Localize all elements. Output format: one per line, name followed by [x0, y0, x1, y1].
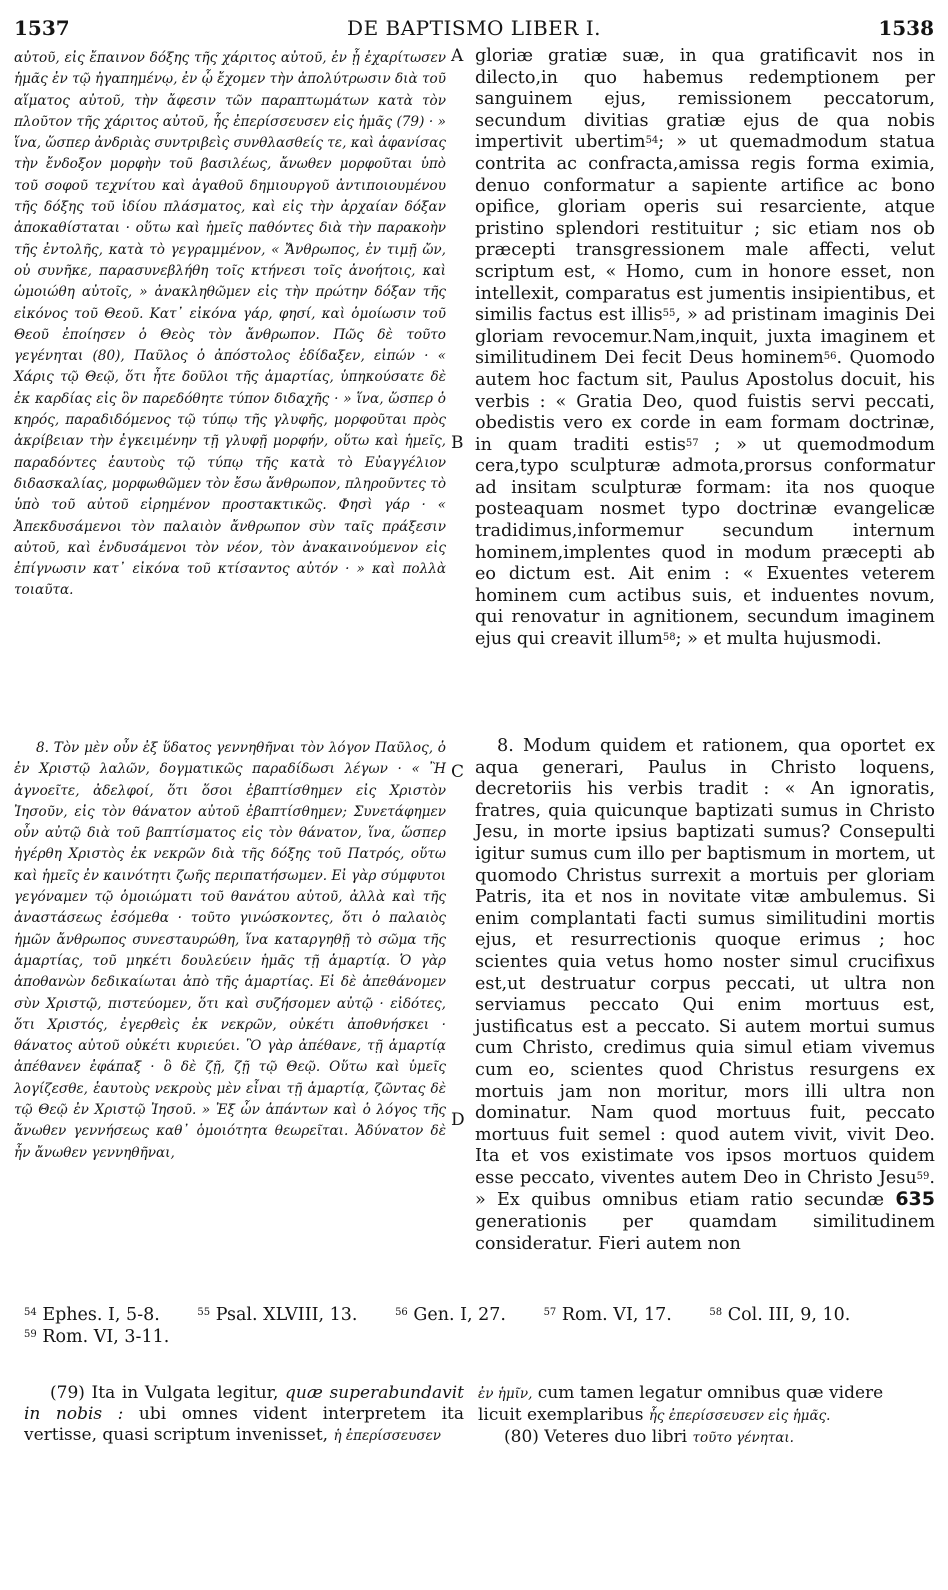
footnote-number: 56	[395, 1307, 408, 1318]
footnote-58	[709, 1304, 850, 1326]
footnote-59	[24, 1326, 169, 1348]
margin-marker-d: D	[451, 1110, 465, 1130]
footnote-ref: 55	[662, 308, 676, 320]
latin-text: . » Ex quibus omnibus etiam ratio secundæ	[475, 1167, 935, 1211]
editor-note-79	[24, 1383, 464, 1447]
latin-text: 8. Modum quidem et rationem, qua oportet ex aqua generari, Paulus in Christo loquens, decretoriis his verbis tradit : « An ignoratis, fratres, quia quicunque baptizati sumus in Christo Jesu, in morte ipsius baptizati sumus? Consepulti igitur sumus cum illo per baptismum in mortem, ut quomodo Christus surrexit a mortuis per gloriam Patris, ita et nos in novitate vitæ ambulemus. Si enim complantati facti sumus similitudini mortis ejus, et resurrectionis quoque erimus ; hoc scientes quia vetus homo noster simul crucifixus est,ut destruatur corpus peccati, ut ultra non serviamus peccato Qui enim mortuus est, justificatus est a peccato. Si autem mortui sumus cum Christo, credimus quia simul etiam vivemus cum eo, scientes quod Christus resurgens ex mortuis jam non moritur, mors illi ultra non dominatur. Nam quod mortuus fuit, peccato mortuus fuit semel : quod autem vivit, vivit Deo. Ita et vos existimate vos ipsos mortuos quidem esse peccato, viventes autem Deo in Christo Jesu	[475, 736, 935, 1188]
latin-column-section-1	[475, 46, 935, 651]
note-text: (80) Veteres duo libri	[504, 1427, 693, 1447]
latin-column-section-2	[475, 736, 935, 1255]
margin-marker-c: C	[451, 762, 465, 782]
latin-text: , » ad pristinam imaginis Dei gloriam revocemur.Nam,inquit, juxta imaginem et similitudinem Dei fecit Deus hominem	[475, 305, 936, 369]
footnote-number: 54	[24, 1307, 37, 1318]
footnote-text: Psal. XLVIII, 13.	[215, 1305, 358, 1325]
editor-note-79-continued	[478, 1383, 908, 1449]
latin-text: ; » ut quemodmodum cera,typo sculpturæ admota,prorsus conformatur ad insitam sculpturæ formam: ita nos quoque posteaquam nosmet typo doctrinæ evangelicæ tradidimus,informemur secundum internum hominem,implentes quod in modum præcepti ab eo dictum est. Ait enim : « Exuentes veterem hominem cum actibus suis, et induentes novum, qui renovatur in agnitionem, secundum imaginem ejus qui creavit illum	[475, 434, 935, 650]
greek-column-section-1	[14, 48, 446, 602]
page-number-right: 1538	[878, 16, 934, 40]
note-paragraph	[478, 1383, 908, 1427]
footnote-ref: 58	[662, 632, 676, 644]
latin-paragraph-2	[475, 736, 935, 1255]
note-text: cum tamen legatur omnibus quæ videre licuit exemplaribus	[478, 1383, 884, 1425]
footnote-54	[24, 1304, 160, 1326]
footnote-56	[395, 1304, 506, 1326]
note-greek: ἧς ἐπερίσσευσεν εἰς ἡμᾶς.	[648, 1408, 831, 1424]
scripture-footnotes	[24, 1304, 934, 1348]
column-number: 635	[895, 1188, 935, 1211]
footnote-ref: 56	[823, 351, 837, 363]
footnote-ref: 59	[916, 1170, 930, 1182]
footnote-57	[544, 1304, 672, 1326]
margin-marker-a: A	[451, 46, 464, 66]
footnote-text: Ephes. I, 5-8.	[42, 1305, 160, 1325]
footnote-text: Rom. VI, 3-11.	[42, 1327, 170, 1347]
latin-text: ; » et multa hujusmodi.	[675, 629, 882, 650]
margin-marker-b: B	[451, 433, 464, 453]
note-text: (79) Ita in Vulgata legitur,	[50, 1383, 285, 1403]
note-text: ubi omnes vident interpretem ita vertisse, quasi scriptum invenisset,	[24, 1404, 465, 1445]
page-header	[0, 14, 948, 44]
footnote-number: 58	[709, 1307, 723, 1318]
latin-text: generationis per quamdam similitudinem consideratur. Fieri autem non	[475, 1212, 935, 1254]
latin-text: ; » ut quemadmodum statua contrita ac confracta,amissa regis forma eximia, denuo conformatur a sapiente artifice ac bono opifice, gloriam operis sui resarciente, atque pristino splendori restituitur ; sic etiam nos ob præcepti transgressionem male affecti, velut scriptum est, « Homo, cum in honore esset, non intellexit, comparatus est jumentis insipientibus, et similis factus est illis	[475, 132, 935, 326]
note-greek: τοῦτο γένηται.	[692, 1430, 794, 1446]
editor-note-80	[478, 1427, 908, 1449]
note-paragraph	[24, 1383, 464, 1447]
footnote-ref: 57	[685, 437, 699, 449]
footnote-number: 55	[197, 1307, 211, 1318]
footnote-number: 57	[543, 1307, 557, 1318]
footnote-text: Gen. I, 27.	[413, 1305, 506, 1325]
note-greek: ἐν ἡμῖν,	[478, 1386, 533, 1402]
latin-text: . Quomodo autem hoc factum sit, Paulus Apostolus docuit, his verbis : « Gratia Deo, quod fuistis servi peccati, obedistis vero ex corde in eam formam doctrinæ, in quam traditi estis	[475, 348, 935, 455]
footnote-ref: 54	[645, 135, 659, 147]
footnote-55	[197, 1304, 357, 1326]
footnote-text: Col. III, 9, 10.	[727, 1305, 851, 1325]
greek-paragraph-2: 8. Τὸν μὲν οὖν ἐξ ὕδατος γεννηθῆναι τὸν λόγον Παῦλος, ὁ ἐν Χριστῷ λαλῶν, δογματικῶς παραδίδωσι λέγων · « Ἢ ἀγνοεῖτε, ἀδελφοί, ὅτι ὅσοι ἐβαπτίσθημεν εἰς Χριστὸν Ἰησοῦν, εἰς τὸν θάνατον αὐτοῦ ἐβαπτίσθημεν; Συνετάφημεν οὖν αὐτῷ διὰ τοῦ βαπτίσματος εἰς τὸν θάνατον, ἵνα, ὥσπερ ἠγέρθη Χριστὸς ἐκ νεκρῶν διὰ τῆς δόξης τοῦ Πατρός, οὕτω καὶ ἡμεῖς ἐν καινότητι ζωῆς περιπατήσωμεν. Εἰ γὰρ σύμφυτοι γεγόναμεν τῷ ὁμοιώματι τοῦ θανάτου αὐτοῦ, ἀλλὰ καὶ τῆς ἀναστάσεως ἐσόμεθα · τοῦτο γινώσκοντες, ὅτι ὁ παλαιὸς ἡμῶν ἄνθρωπος συνεσταυρώθη, ἵνα καταργηθῇ τὸ σῶμα τῆς ἁμαρτίας, τοῦ μηκέτι δουλεύειν ἡμᾶς τῇ ἁμαρτίᾳ. Ὁ γὰρ ἀποθανὼν δεδικαίωται ἀπὸ τῆς ἁμαρτίας. Εἰ δὲ ἀπεθάνομεν σὺν Χριστῷ, πιστεύομεν, ὅτι καὶ συζήσομεν αὐτῷ · εἰδότες, ὅτι Χριστός, ἐγερθεὶς ἐκ νεκρῶν, οὐκέτι ἀποθνήσκει · θάνατος αὐτοῦ οὐκέτι κυριεύει. Ὃ γὰρ ἀπέθανε, τῇ ἁμαρτίᾳ ἀπέθανεν ἐφάπαξ · ὃ δὲ ζῇ, ζῇ τῷ Θεῷ. Οὕτω καὶ ὑμεῖς λογίζεσθε, ἑαυτοὺς νεκροὺς μὲν εἶναι τῇ ἁμαρτίᾳ, ζῶντας δὲ τῷ Θεῷ ἐν Χριστῷ Ἰησοῦ. » Ἐξ ὧν ἁπάντων καὶ ὁ λόγος τῆς ἄνωθεν γεννήσεως καθ᾽ ὁμοιότητα θεωρεῖται. Ἀδύνατον δὲ ἦν ἄνωθεν γεννηθῆναι,	[14, 740, 446, 1161]
footnote-number: 59	[24, 1329, 37, 1340]
page-number-left: 1537	[14, 16, 70, 40]
running-title: DE BAPTISMO LIBER I.	[347, 16, 601, 40]
greek-paragraph-1: αὐτοῦ, εἰς ἔπαινον δόξης τῆς χάριτος αὐτοῦ, ἐν ᾗ ἐχαρίτωσεν ἡμᾶς ἐν τῷ ἠγαπημένῳ, ἐν ᾧ ἔχομεν τὴν ἀπολύτρωσιν διὰ τοῦ αἵματος αὐτοῦ, τὴν ἄφεσιν τῶν παραπτωμάτων κατὰ τὸν πλοῦτον τῆς χάριτος αὐτοῦ, ἧς ἐπερίσσευσεν εἰς ἡμᾶς (79) · » ἵνα, ὥσπερ ἀνδριὰς συντριβεὶς συνθλασθείς τε, καὶ ἀφανίσας τὴν ἔνδοξον μορφὴν τοῦ βασιλέως, ἄνωθεν μορφοῦται ὑπὸ τοῦ σοφοῦ τεχνίτου καὶ ἀγαθοῦ δημιουργοῦ ἀντιποιουμένου τῆς δόξης τοῦ ἰδίου πλάσματος, καὶ εἰς τὴν ἀρχαίαν δόξαν ἀποκαθίσταται · οὕτω καὶ ἡμεῖς παθόντες διὰ τὴν παρακοὴν τῆς ἐντολῆς, κατὰ τὸ γεγραμμένον, « Ἄνθρωπος, ἐν τιμῇ ὤν, οὐ συνῆκε, παρασυνεβλήθη τοῖς κτήνεσι τοῖς ἀνοήτοις, καὶ ὡμοιώθη αὐτοῖς, » ἀνακληθῶμεν εἰς τὴν πρώτην δόξαν τῆς εἰκόνος τοῦ Θεοῦ. Κατ᾽ εἰκόνα γάρ, φησί, καὶ ὁμοίωσιν τοῦ Θεοῦ ἐποίησεν ὁ Θεὸς τὸν ἄνθρωπον. Πῶς δὲ τοῦτο γεγένηται (80), Παῦλος ὁ ἀπόστολος ἐδίδαξεν, εἰπών · « Χάρις τῷ Θεῷ, ὅτι ἦτε δοῦλοι τῆς ἁμαρτίας, ὑπηκούσατε δὲ ἐκ καρδίας εἰς ὃν παρεδόθητε τύπον διδαχῆς · » ἵνα, ὥσπερ ὁ κηρός, παραδιδόμενος τῷ τύπῳ τῆς γλυφῆς, μορφοῦται πρὸς ἀκρίβειαν τὴν ἐγκειμένην τῇ γλυφῇ μορφήν, οὕτω καὶ ἡμεῖς, παραδόντες ἑαυτοὺς τῷ τύπῳ τῆς κατὰ τὸ Εὐαγγέλιον διδασκαλίας, μορφωθῶμεν τὸν ἔσω ἄνθρωπον, πληροῦντες τὸ ὑπὸ τοῦ αὐτοῦ εἰρημένον προστακτικῶς. Φησὶ γάρ · « Ἀπεκδυσάμενοι τὸν παλαιὸν ἄνθρωπον σὺν ταῖς πράξεσιν αὐτοῦ, καὶ ἐνδυσάμενοι τὸν νέον, τὸν ἀνακαινούμενον εἰς ἐπίγνωσιν κατ᾽ εἰκόνα τοῦ κτίσαντος αὐτόν · » καὶ πολλὰ τοιαῦτα.	[14, 50, 447, 599]
note-italic: quæ superabundavit in nobis :	[24, 1383, 464, 1424]
latin-paragraph-1	[475, 46, 935, 651]
note-greek: ἡ ἐπερίσσευσεν	[333, 1428, 442, 1444]
footnote-text: Rom. VI, 17.	[561, 1305, 672, 1325]
greek-column-section-2	[14, 738, 446, 1164]
latin-text: gloriæ gratiæ suæ, in qua gratificavit nos in dilecto,in quo habemus redemptionem per sanguinem ejus, remissionem peccatorum, secundum divitias gratiæ ejus de qua nobis impertivit ubertim	[475, 46, 935, 153]
